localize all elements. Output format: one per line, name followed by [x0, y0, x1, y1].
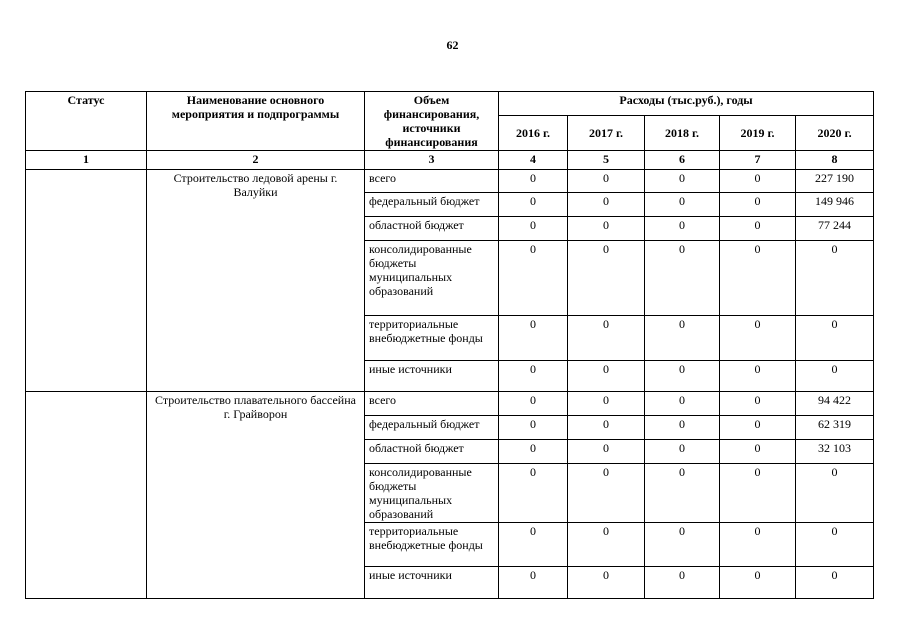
funding-source: областной бюджет: [365, 217, 499, 241]
funding-source: иные источники: [365, 567, 499, 599]
value-cell: 0: [499, 440, 568, 464]
value-cell: 0: [499, 217, 568, 241]
value-cell: 0: [720, 464, 796, 523]
value-cell: 0: [720, 361, 796, 392]
value-cell: 77 244: [796, 217, 874, 241]
value-cell: 0: [499, 316, 568, 361]
table-header: [26, 92, 874, 170]
budget-table: [25, 91, 874, 599]
column-number: 2: [147, 151, 365, 170]
value-cell: 0: [499, 170, 568, 193]
value-cell: 0: [645, 440, 720, 464]
value-cell: 0: [796, 361, 874, 392]
value-cell: 0: [568, 440, 645, 464]
value-cell: 0: [499, 416, 568, 440]
header-expenses: Расходы (тыс.руб.), годы: [499, 92, 874, 116]
header-year: 2018 г.: [645, 116, 720, 151]
value-cell: 32 103: [796, 440, 874, 464]
value-cell: 94 422: [796, 392, 874, 416]
value-cell: 0: [645, 567, 720, 599]
project-name: Строительство плавательного бассейна г. Грайворон: [147, 392, 365, 599]
project-name: Строительство ледовой арены г. Валуйки: [147, 170, 365, 392]
column-number-row: [26, 151, 874, 170]
value-cell: 0: [568, 193, 645, 217]
value-cell: 0: [796, 523, 874, 567]
table-body: [26, 170, 874, 599]
value-cell: 62 319: [796, 416, 874, 440]
value-cell: 0: [720, 440, 796, 464]
value-cell: 0: [645, 170, 720, 193]
value-cell: 0: [720, 392, 796, 416]
value-cell: 0: [499, 567, 568, 599]
funding-source: всего: [365, 170, 499, 193]
column-number: 6: [645, 151, 720, 170]
column-number: 1: [26, 151, 147, 170]
value-cell: 0: [568, 464, 645, 523]
header-funding: Объем финансирования, источники финансирования: [365, 92, 499, 151]
value-cell: 0: [796, 464, 874, 523]
table-row: [26, 170, 874, 193]
value-cell: 0: [720, 241, 796, 316]
value-cell: 0: [720, 193, 796, 217]
header-year: 2019 г.: [720, 116, 796, 151]
status-cell: [26, 392, 147, 599]
value-cell: 0: [499, 193, 568, 217]
column-number: 4: [499, 151, 568, 170]
value-cell: 0: [568, 316, 645, 361]
value-cell: 0: [568, 392, 645, 416]
header-status: Статус: [26, 92, 147, 151]
value-cell: 0: [499, 241, 568, 316]
value-cell: 0: [499, 361, 568, 392]
value-cell: 0: [720, 316, 796, 361]
value-cell: 0: [568, 361, 645, 392]
value-cell: 0: [796, 241, 874, 316]
funding-source: федеральный бюджет: [365, 193, 499, 217]
value-cell: 0: [796, 567, 874, 599]
value-cell: 0: [796, 316, 874, 361]
value-cell: 0: [645, 241, 720, 316]
value-cell: 0: [720, 416, 796, 440]
value-cell: 0: [499, 464, 568, 523]
value-cell: 0: [568, 416, 645, 440]
value-cell: 0: [499, 392, 568, 416]
funding-source: территориальные внебюджетные фонды: [365, 523, 499, 567]
value-cell: 0: [720, 217, 796, 241]
funding-source: федеральный бюджет: [365, 416, 499, 440]
column-number: 7: [720, 151, 796, 170]
funding-source: всего: [365, 392, 499, 416]
value-cell: 0: [645, 523, 720, 567]
column-number: 5: [568, 151, 645, 170]
value-cell: 227 190: [796, 170, 874, 193]
status-cell: [26, 170, 147, 392]
header-year: 2017 г.: [568, 116, 645, 151]
value-cell: 0: [645, 464, 720, 523]
table-row: [26, 392, 874, 416]
funding-source: областной бюджет: [365, 440, 499, 464]
header-year: 2020 г.: [796, 116, 874, 151]
value-cell: 0: [499, 523, 568, 567]
value-cell: 0: [720, 170, 796, 193]
value-cell: 0: [645, 361, 720, 392]
value-cell: 0: [568, 523, 645, 567]
value-cell: 0: [645, 416, 720, 440]
funding-source: консолидированные бюджеты муниципальных образований: [365, 464, 499, 523]
value-cell: 0: [645, 193, 720, 217]
value-cell: 0: [645, 217, 720, 241]
value-cell: 0: [720, 523, 796, 567]
value-cell: 0: [568, 241, 645, 316]
funding-source: консолидированные бюджеты муниципальных образований: [365, 241, 499, 316]
column-number: 8: [796, 151, 874, 170]
value-cell: 0: [720, 567, 796, 599]
value-cell: 0: [645, 316, 720, 361]
column-number: 3: [365, 151, 499, 170]
value-cell: 0: [568, 567, 645, 599]
page-number: 62: [446, 38, 459, 52]
header-name: Наименование основного мероприятия и подпрограммы: [147, 92, 365, 151]
value-cell: 0: [645, 392, 720, 416]
value-cell: 0: [568, 217, 645, 241]
header-year: 2016 г.: [499, 116, 568, 151]
value-cell: 0: [568, 170, 645, 193]
value-cell: 149 946: [796, 193, 874, 217]
funding-source: территориальные внебюджетные фонды: [365, 316, 499, 361]
funding-source: иные источники: [365, 361, 499, 392]
